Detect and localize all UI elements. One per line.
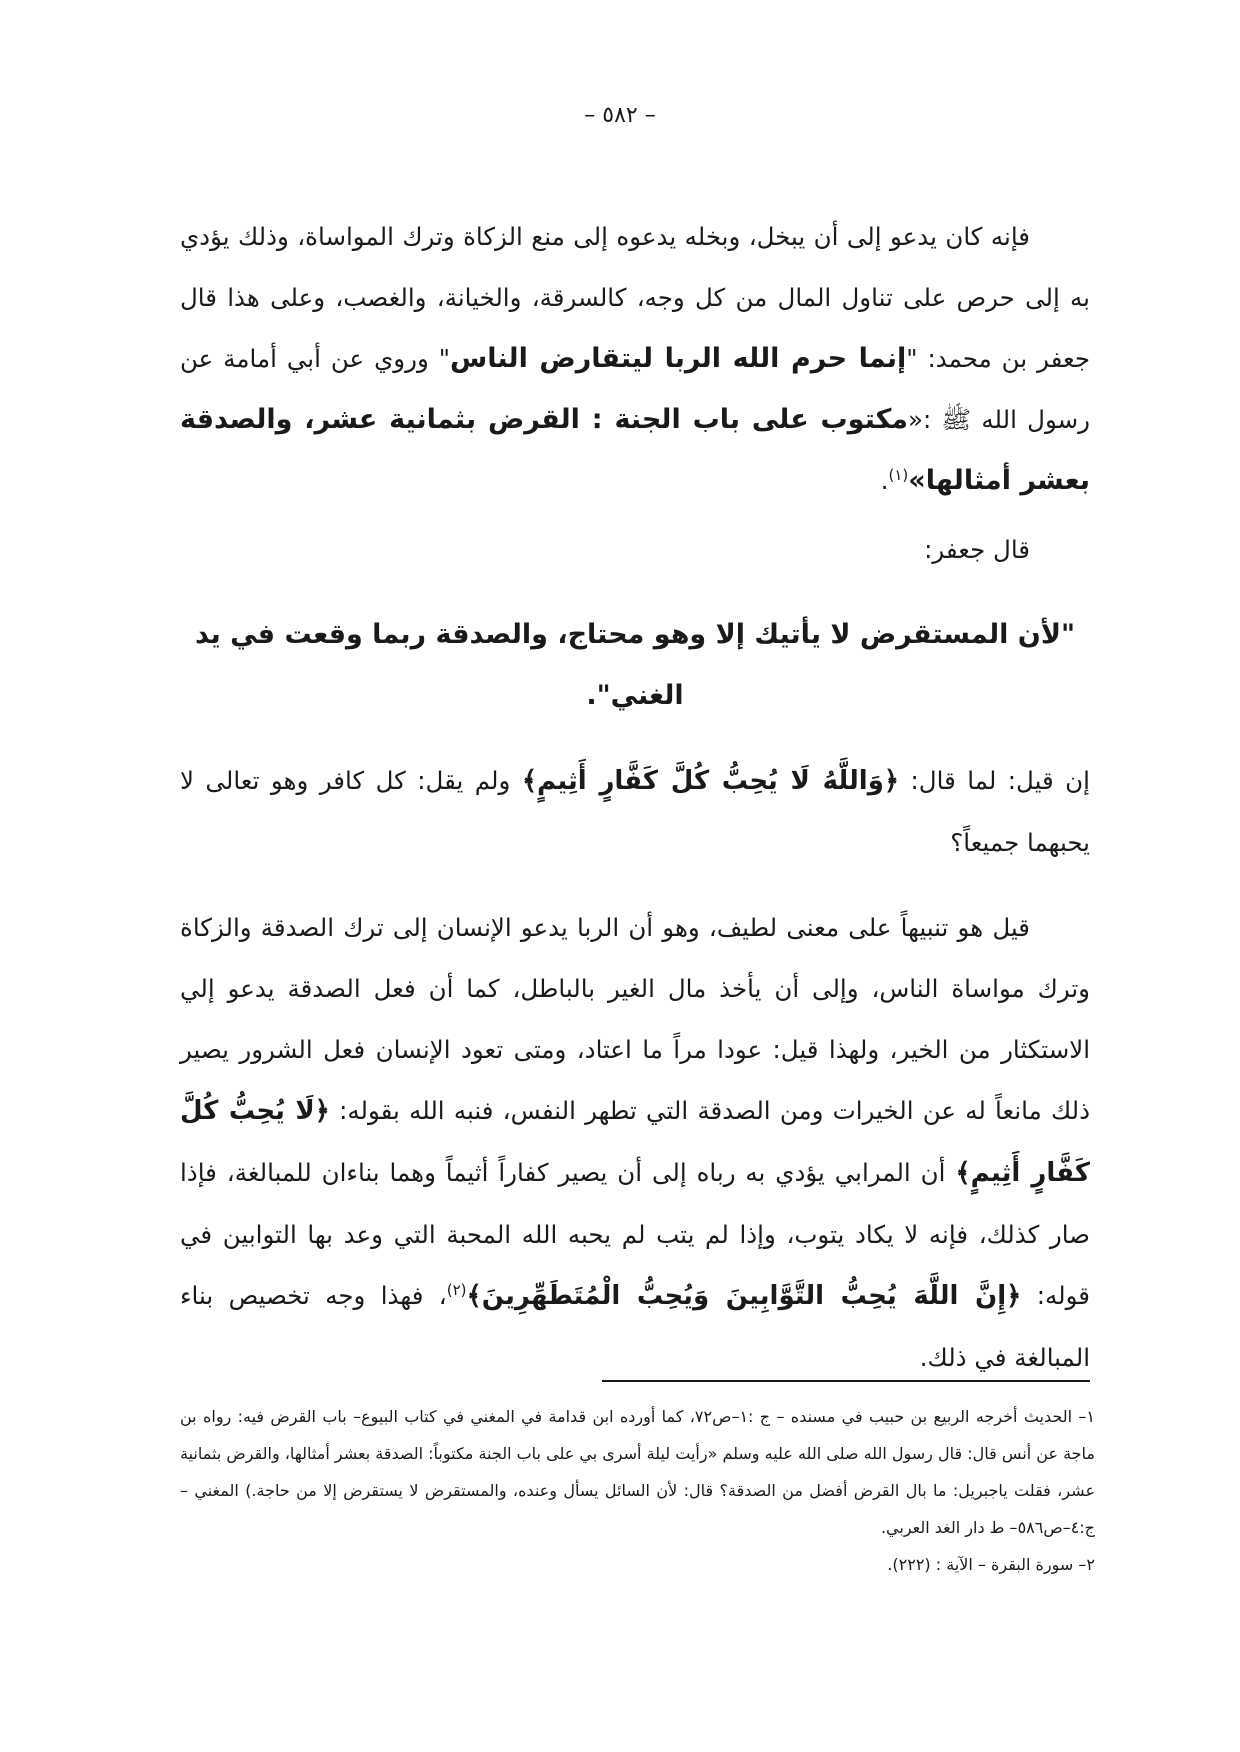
quran-verse-2: ﴿لَا يُحِبُّ كُلَّ كَفَّارٍ أَثِيمٍ﴾ [180, 1096, 1090, 1188]
paragraph-1 [180, 206, 1090, 511]
jafar-quote: إنما حرم الله الربا ليتقارض الناس [450, 343, 907, 374]
footnotes [180, 1398, 1095, 1583]
jafar-saying: "لأن المستقرض لا يأتيك إلا وهو محتاج، والصدقة ربما وقعت في يد الغني". [194, 619, 1076, 711]
question-text-a: إن قيل: لما قال: [899, 766, 1090, 795]
answer-text-c: ، فهذا وجه تخصيص بناء المبالغة في ذلك. [180, 1281, 1090, 1372]
quran-verse-3: ﴿إِنَّ اللَّهَ يُحِبُّ التَّوَّابِينَ وَيُحِبُّ الْمُتَطَهِّرِينَ﴾ [466, 1281, 1022, 1311]
question-text-b: ولم يقل: كل كافر وهو تعالى لا يحبهما جميعاً؟ [180, 766, 1090, 857]
answer-text-b: أن المرابي يؤدي به رباه إلى أن يصير كفاراً أثيماً وهما بناءان للمبالغة، فإذا صار كذلك، فإنه لا يكاد يتوب، وإذا لم يتب لم يحبه الله المحبة التي وعد بها التوابين في قوله: [180, 1158, 1091, 1310]
footnote-ref-1: (١) [888, 465, 909, 484]
footnote-2: ٢– سورة البقرة – الآية : (٢٢٢). [887, 1555, 1095, 1574]
answer-text-a: قيل هو تنبيهاً على معنى لطيف، وهو أن الربا يدعو الإنسان إلى ترك الصدقة والزكاة وترك مواساة الناس، وإلى أن يأخذ مال الغير بالباطل، كما أن فعل الصدقة يدعو إلي الاستكثار من الخير، ولهذا قيل: عودا مراً ما اعتاد، ومتى تعود الإنسان فعل الشرور يصير ذلك مانعاً له عن الخيرات ومن الصدقة التي تطهر النفس، فنبه الله بقوله: [180, 913, 1090, 1125]
footnote-1: ١– الحديث أخرجه الربيع بن حبيب في مسنده – ج :١–ص٧٢، كما أورده ابن قدامة في المغني في كتاب البيوع– باب القرض فيه: رواه بن ماجة عن أنس قال: قال رسول الله صلى الله عليه وسلم «رأيت ليلة أسرى بي على باب الجنة مكتوباً: الصدقة بعشر أمثالها، والقرض بثمانية عشر، فقلت ياجبريل: ما بال القرض أفضل من الصدقة؟ قال: لأن السائل يسأل وعنده، والمستقرض لا يستقرض إلا من حاجة.) المغني – ج:٤–ص٥٨٦– ط دار الغد العربي. [180, 1407, 1095, 1537]
hadith-quote: مكتوب على باب الجنة : القرض بثمانية عشر، والصدقة بعشر أمثالها [180, 404, 1090, 496]
paragraph-1-end: . [880, 466, 889, 495]
paragraph-question [180, 750, 1090, 873]
paragraph-1-text-b: " وروي عن أبي أمامة عن رسول الله ﷺ :« [180, 344, 1090, 434]
page-number: – ٥٨٢ – [584, 103, 656, 128]
paragraph-1-text-a: فإنه كان يدعو إلى أن يبخل، وبخله يدعوه إلى منع الزكاة وترك المواساة، وذلك يؤدي به إلى حرص على تناول المال من كل وجه، كالسرقة، والخيانة، والغصب، وعلى هذا قال جعفر بن محمد: " [180, 222, 1090, 373]
body-text [180, 206, 1090, 1388]
hadith-close-mark: » [908, 465, 926, 496]
paragraph-2: قال جعفر: [924, 535, 1030, 564]
paragraph-answer [180, 897, 1090, 1388]
footnote-ref-2: (٢) [446, 1280, 467, 1299]
footnote-divider [602, 1380, 1090, 1382]
quran-verse-1: ﴿وَاللَّهُ لَا يُحِبُّ كُلَّ كَفَّارٍ أَثِيمٍ﴾ [521, 766, 900, 796]
